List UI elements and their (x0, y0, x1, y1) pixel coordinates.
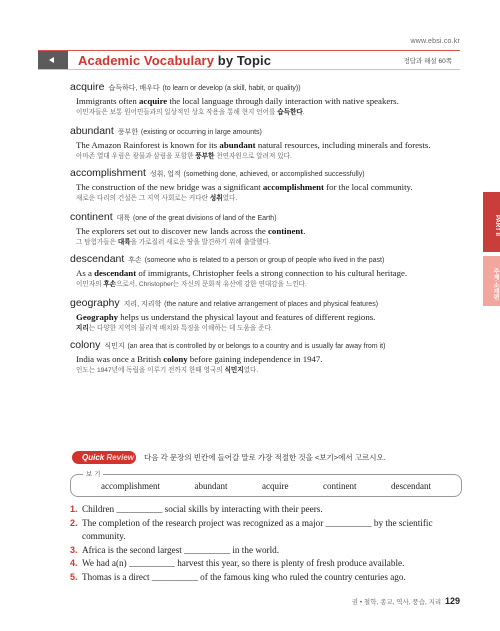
example-sentence: India was once a British colony before gaining independence in 1947. (76, 354, 323, 364)
word-option: accomplishment (101, 481, 160, 491)
example-sentence: The construction of the new bridge was a significant accomplishment for the local community. (76, 182, 413, 192)
vocab-entry (70, 81, 470, 118)
korean-meaning: 풍부한 (117, 129, 139, 136)
english-definition: (someone who is related to a person or group of people who lived in the past) (144, 257, 385, 264)
question-text: We had a(n) __________ harvest this year, so there is plenty of fresh produce available. (82, 558, 405, 569)
vocab-head (70, 167, 470, 181)
quick-review-instruction: 다음 각 문장의 빈칸에 들어갈 말로 가장 적절한 것을 <보기>에서 고르시오. (144, 453, 386, 462)
site-url: www.ebsi.co.kr (410, 38, 460, 45)
english-definition: (one of the great divisions of land of the Earth) (132, 215, 277, 222)
english-definition: (an area that is controlled by or belongs to a country and is usually far away from it) (127, 343, 386, 350)
vocab-word: abundant (70, 125, 114, 137)
back-arrow-icon (38, 51, 68, 69)
word-option: descendant (390, 481, 431, 491)
quick-review-badge: Quick Review (72, 451, 136, 464)
vocab-entry (70, 253, 470, 290)
example-translation: 새로운 다리의 건설은 그 지역 사회로는 커다란 성취였다. (76, 195, 238, 202)
question-item (70, 571, 462, 585)
example-translation: 그 탐험가들은 대륙을 가로질러 새로운 땅을 발견하기 위해 출발했다. (76, 239, 271, 246)
korean-meaning: 식민지 (104, 343, 125, 350)
example-translation: 이민자들은 보통 원어민들과의 일상적인 상호 작용을 통해 현지 언어를 습득한다. (76, 109, 305, 116)
example-translation: 인도는 1947년에 독립을 이루기 전까지 한때 영국의 식민지였다. (76, 367, 259, 374)
korean-meaning: 습득하다, 배우다 (108, 85, 160, 92)
question-number: 3. (70, 544, 78, 555)
question-text: Africa is the second largest __________ in the world. (82, 544, 280, 555)
english-definition: (existing or occurring in large amounts) (140, 129, 262, 136)
question-item (70, 557, 462, 571)
question-item (70, 517, 462, 544)
english-definition: (something done, achieved, or accomplished successfully) (183, 171, 365, 178)
word-option: abundant (194, 481, 228, 491)
word-options (101, 481, 431, 491)
example-translation: 지리는 다양한 지역의 물리적 배치와 특징을 이해하는 데 도움을 준다. (76, 325, 273, 332)
question-item (70, 544, 462, 558)
question-number: 2. (70, 517, 78, 528)
question-text: Thomas is a direct __________ of the famous king who ruled the country centuries ago. (82, 571, 406, 582)
box-label: 보 기 (83, 469, 103, 478)
vocab-entry (70, 339, 470, 376)
vocab-head (70, 125, 470, 139)
vocab-head (70, 81, 470, 95)
section-title-bar (38, 50, 460, 70)
korean-meaning: 지리, 지리학 (123, 301, 162, 308)
side-tab-part: PART II (483, 192, 500, 252)
korean-meaning: 후손 (128, 257, 142, 264)
example-sentence: The explorers set out to discover new lands across the continent. (76, 226, 306, 236)
page-footer (352, 596, 460, 606)
footer-text: 권 • 철학, 종교, 역사, 풍습, 지리 (351, 599, 442, 606)
side-tab-subject: 주제·소재편 (483, 256, 500, 306)
question-text-continued: community. (82, 531, 126, 542)
page-number: 129 (444, 596, 460, 606)
vocab-word: colony (70, 339, 101, 351)
question-text: Children __________ social skills by interacting with their peers. (82, 504, 323, 514)
vocab-entry (70, 211, 470, 248)
english-definition: (the nature and relative arrangement of places and physical features) (164, 301, 379, 308)
example-translation: 이민자의 후손으로서, Christopher는 자신의 문화적 유산에 강한 연대감을 느낀다. (76, 281, 307, 288)
example-translation: 아마존 열대 우림은 광물과 삼림을 포함한 풍부한 천연자원으로 알려져 있다. (76, 153, 292, 160)
vocab-word: descendant (70, 253, 125, 265)
question-list (70, 503, 462, 585)
question-number: 1. (70, 504, 78, 514)
section-title: Academic Vocabulary by Topic (78, 53, 272, 68)
english-definition: (to learn or develop (a skill, habit, or quality)) (162, 85, 301, 92)
vocab-word: acquire (70, 81, 105, 93)
question-item (70, 503, 462, 517)
word-option: continent (322, 481, 357, 491)
question-number: 4. (70, 558, 78, 569)
example-sentence: As a descendant of immigrants, Christopher feels a strong connection to his cultural heritage. (76, 268, 408, 278)
vocab-head (70, 297, 470, 311)
word-option: acquire (261, 481, 289, 491)
vocab-word: accomplishment (70, 167, 146, 179)
answer-reference: 정답과 해설 60쪽 (403, 58, 452, 65)
vocab-word: geography (70, 297, 120, 309)
question-number: 5. (70, 571, 78, 582)
korean-meaning: 대륙 (116, 215, 131, 222)
example-sentence: Geography helps us understand the physical layout and features of different regions. (76, 312, 376, 322)
question-text: The completion of the research project was recognized as a major __________ by the scientific (82, 517, 433, 528)
vocab-head (70, 339, 470, 353)
word-options-box (70, 471, 462, 497)
vocab-entry (70, 125, 470, 162)
vocab-entry (70, 297, 470, 334)
vocab-word: continent (70, 211, 113, 223)
vocab-head (70, 253, 470, 267)
example-sentence: Immigrants often acquire the local language through daily interaction with native speakers. (76, 96, 399, 106)
vocab-entry (70, 167, 470, 204)
example-sentence: The Amazon Rainforest is known for its abundant natural resources, including minerals and forests. (76, 140, 431, 150)
vocab-head (70, 211, 470, 225)
korean-meaning: 성취, 업적 (149, 171, 181, 178)
